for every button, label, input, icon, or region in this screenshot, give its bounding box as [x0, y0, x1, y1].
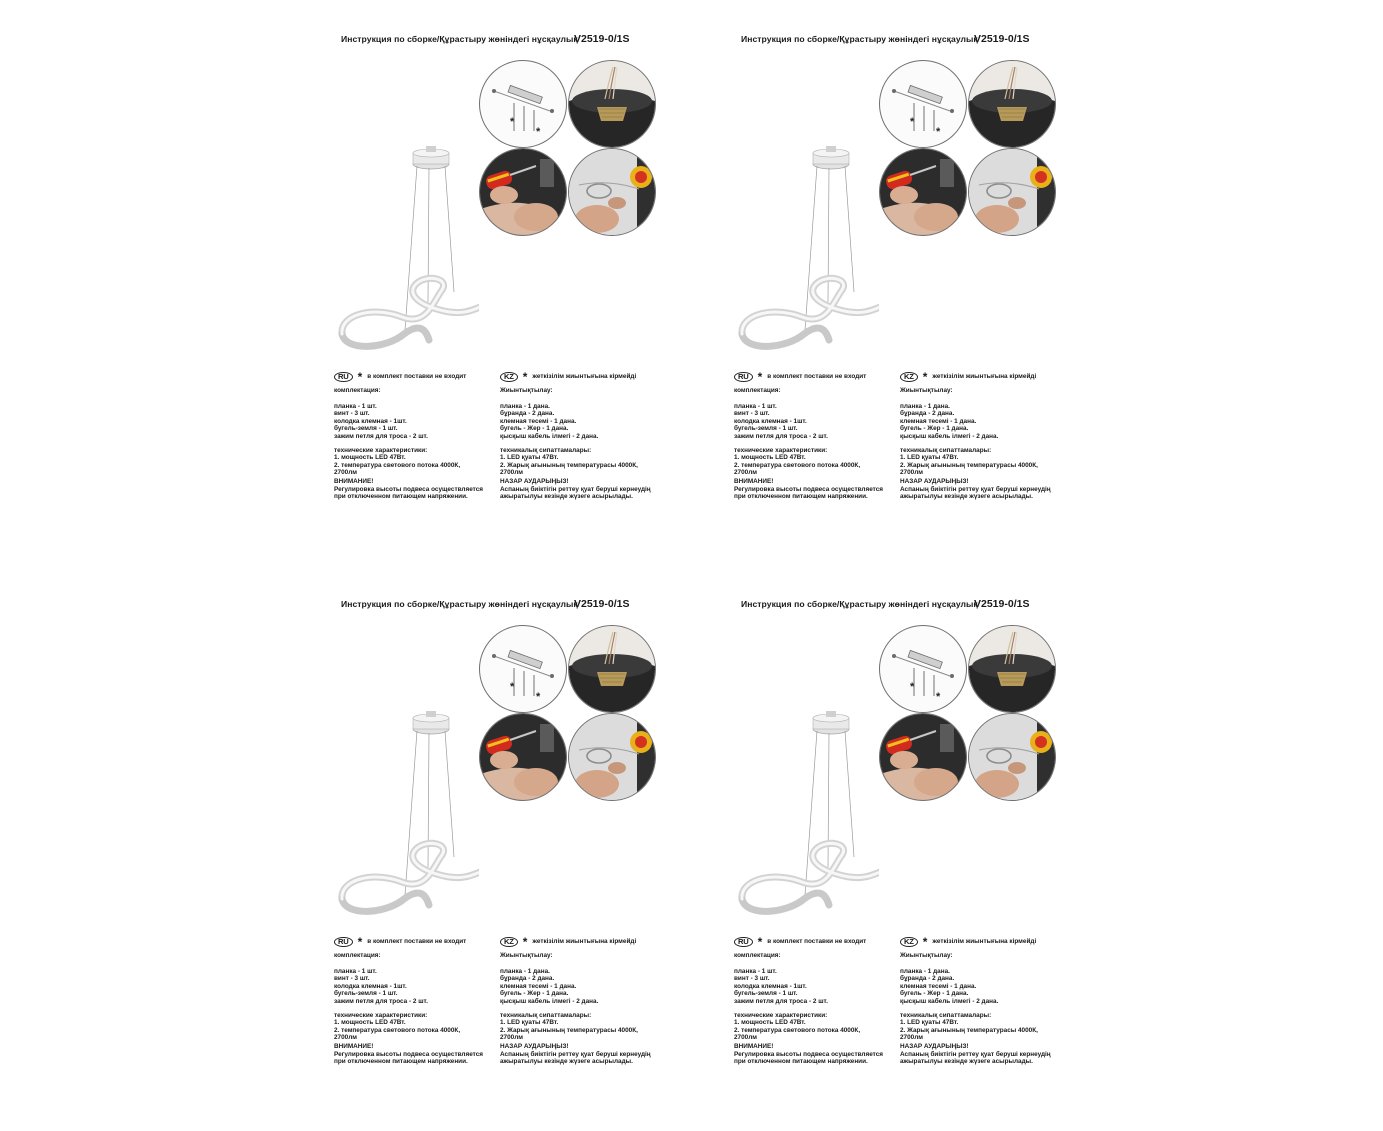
- ru-warning-heading: ВНИМАНИЕ!: [334, 477, 374, 485]
- ru-spec-heading: технические характеристики:: [334, 446, 428, 454]
- kz-column: [500, 371, 668, 501]
- list-item: 2. Жарық ағынының температурасы 4000К,: [900, 1026, 1038, 1034]
- list-item: қысқыш кабель ілмегі - 2 дана.: [900, 997, 999, 1005]
- model-code: V2519-0/1S: [974, 33, 1030, 45]
- list-item: 2. температура светового потока 4000К,: [334, 461, 461, 469]
- pendant-lamp-icon: [334, 34, 479, 364]
- warning-line: Регулировка высоты подвеса осуществляется: [734, 485, 884, 493]
- list-item: 2700лм: [334, 1034, 358, 1042]
- warning-line: Регулировка высоты подвеса осуществляется: [334, 485, 484, 493]
- instruction-sheet: [334, 599, 734, 1099]
- instruction-sheet: [734, 34, 1134, 534]
- list-item: планка - 1 дана.: [900, 967, 950, 975]
- asterisk-icon: *: [357, 370, 363, 384]
- ru-spec-list: [734, 1019, 902, 1042]
- list-item: бугель-земля - 1 шт.: [334, 990, 398, 998]
- kz-spec-heading: техникалық сипаттамалары:: [500, 1011, 592, 1019]
- list-item: планка - 1 шт.: [734, 402, 777, 410]
- ru-kit-list: [334, 968, 502, 1006]
- warning-line: ажыратылуы кезінде жүзеге асырылады.: [900, 493, 1033, 501]
- list-item: планка - 1 дана.: [500, 402, 550, 410]
- list-item: колодка клемная - 1шт.: [734, 982, 807, 990]
- kz-not-included-note: жеткізілім жиынтығына кірмейді: [532, 938, 637, 946]
- ru-spec-list: [334, 1019, 502, 1042]
- kz-spec-heading: техникалық сипаттамалары:: [900, 1011, 992, 1019]
- sheet-title: Инструкция по сборке/Құрастыру жөніндегі нұсқаулық: [341, 34, 578, 44]
- ru-spec-heading: технические характеристики:: [734, 1011, 828, 1019]
- ru-spec-heading: технические характеристики:: [334, 1011, 428, 1019]
- kz-kit-list: [500, 403, 668, 441]
- svg-text:*: *: [910, 116, 915, 128]
- list-item: 2. температура светового потока 4000К,: [334, 1026, 461, 1034]
- warning-line: ажыратылуы кезінде жүзеге асырылады.: [500, 493, 633, 501]
- mounting-bracket-icon: [879, 625, 967, 713]
- svg-text:*: *: [536, 126, 541, 138]
- kz-kit-list: [900, 968, 1068, 1006]
- svg-text:*: *: [910, 681, 915, 693]
- ru-warning-heading: ВНИМАНИЕ!: [734, 1042, 774, 1050]
- svg-text:*: *: [536, 691, 541, 703]
- list-item: 1. мощность LED 47Вт.: [734, 1019, 806, 1027]
- kz-warning-heading: НАЗАР АУДАРЫҢЫЗ!: [500, 477, 569, 485]
- list-item: 1. LED қуаты 47Вт.: [900, 454, 959, 462]
- list-item: 2700лм: [900, 1034, 924, 1042]
- ru-spec-list: [334, 454, 502, 477]
- list-item: планка - 1 дана.: [500, 967, 550, 975]
- list-item: винт - 3 шт.: [734, 410, 770, 418]
- ru-warning-text: [334, 486, 502, 501]
- svg-text:*: *: [936, 126, 941, 138]
- model-code: V2519-0/1S: [574, 598, 630, 610]
- asterisk-icon: *: [922, 935, 928, 949]
- ru-not-included-note: в комплект поставки не входит: [367, 938, 467, 946]
- list-item: 2. температура светового потока 4000К,: [734, 461, 861, 469]
- list-item: зажим петля для троса - 2 шт.: [334, 997, 428, 1005]
- list-item: 2. Жарық ағынының температурасы 4000К,: [500, 1026, 638, 1034]
- model-code: V2519-0/1S: [974, 598, 1030, 610]
- asterisk-icon: *: [522, 935, 528, 949]
- list-item: зажим петля для троса - 2 шт.: [734, 432, 828, 440]
- ru-kit-list: [734, 403, 902, 441]
- svg-text:*: *: [510, 116, 515, 128]
- list-item: 2700лм: [734, 1034, 758, 1042]
- warning-line: при отключенном питающем напряжении.: [334, 1058, 468, 1066]
- warning-line: при отключенном питающем напряжении.: [334, 493, 468, 501]
- instruction-sheet: [734, 599, 1134, 1099]
- list-item: винт - 3 шт.: [734, 975, 770, 983]
- kz-warning-text: [900, 486, 1068, 501]
- ru-kit-heading: комплектация:: [334, 387, 381, 394]
- sheet-title: Инструкция по сборке/Құрастыру жөніндегі нұсқаулық: [341, 599, 578, 609]
- list-item: клемная тесемі - 1 дана.: [900, 417, 977, 425]
- list-item: зажим петля для троса - 2 шт.: [734, 997, 828, 1005]
- list-item: 2700лм: [500, 469, 524, 477]
- screwdriver-icon: [479, 713, 567, 801]
- mounting-bracket-icon: [879, 60, 967, 148]
- ru-kit-list: [734, 968, 902, 1006]
- screwdriver-icon: [479, 148, 567, 236]
- asterisk-icon: *: [922, 370, 928, 384]
- kz-warning-text: [500, 1051, 668, 1066]
- kz-spec-list: [500, 454, 668, 477]
- wiring-canopy-icon: [968, 625, 1056, 713]
- ru-warning-text: [334, 1051, 502, 1066]
- list-item: клемная тесемі - 1 дана.: [500, 417, 577, 425]
- list-item: колодка клемная - 1шт.: [334, 417, 407, 425]
- wiring-canopy-icon: [968, 60, 1056, 148]
- list-item: 2. температура светового потока 4000К,: [734, 1026, 861, 1034]
- list-item: клемная тесемі - 1 дана.: [900, 982, 977, 990]
- list-item: 2. Жарық ағынының температурасы 4000К,: [900, 461, 1038, 469]
- ru-column: [734, 936, 902, 1066]
- warning-line: ажыратылуы кезінде жүзеге асырылады.: [500, 1058, 633, 1066]
- list-item: планка - 1 дана.: [900, 402, 950, 410]
- ru-kit-heading: комплектация:: [734, 952, 781, 959]
- list-item: 2700лм: [900, 469, 924, 477]
- kz-not-included-note: жеткізілім жиынтығына кірмейді: [932, 373, 1037, 381]
- ru-language-badge: RU: [334, 937, 353, 947]
- ru-spec-heading: технические характеристики:: [734, 446, 828, 454]
- kz-not-included-note: жеткізілім жиынтығына кірмейді: [532, 373, 637, 381]
- screwdriver-icon: [879, 713, 967, 801]
- list-item: қысқыш кабель ілмегі - 2 дана.: [500, 997, 599, 1005]
- list-item: бугель - Жер - 1 дана.: [900, 990, 969, 998]
- ru-column: [734, 371, 902, 501]
- warning-line: Аспаның биіктігін реттеу қуат беруші кернеудің: [500, 1050, 651, 1058]
- kz-kit-heading: Жиынтықтылау:: [500, 952, 553, 959]
- list-item: бұранда - 2 дана.: [900, 975, 955, 983]
- kz-warning-heading: НАЗАР АУДАРЫҢЫЗ!: [900, 477, 969, 485]
- list-item: 1. LED қуаты 47Вт.: [500, 454, 559, 462]
- warning-line: Регулировка высоты подвеса осуществляется: [734, 1050, 884, 1058]
- kz-spec-list: [900, 1019, 1068, 1042]
- list-item: винт - 3 шт.: [334, 410, 370, 418]
- warning-line: Регулировка высоты подвеса осуществляется: [334, 1050, 484, 1058]
- ru-language-badge: RU: [734, 937, 753, 947]
- ru-not-included-note: в комплект поставки не входит: [767, 373, 867, 381]
- list-item: бұранда - 2 дана.: [500, 410, 555, 418]
- pendant-lamp-icon: [734, 599, 879, 929]
- list-item: винт - 3 шт.: [334, 975, 370, 983]
- kz-spec-list: [500, 1019, 668, 1042]
- list-item: 1. мощность LED 47Вт.: [734, 454, 806, 462]
- list-item: планка - 1 шт.: [734, 967, 777, 975]
- list-item: 2. Жарық ағынының температурасы 4000К,: [500, 461, 638, 469]
- ru-kit-heading: комплектация:: [334, 952, 381, 959]
- ru-language-badge: RU: [334, 372, 353, 382]
- asterisk-icon: *: [357, 935, 363, 949]
- instruction-sheet: [334, 34, 734, 534]
- ru-kit-list: [334, 403, 502, 441]
- kz-warning-heading: НАЗАР АУДАРЫҢЫЗ!: [500, 1042, 569, 1050]
- kz-spec-heading: техникалық сипаттамалары:: [900, 446, 992, 454]
- sheet-title: Инструкция по сборке/Құрастыру жөніндегі нұсқаулық: [741, 599, 978, 609]
- list-item: бугель-земля - 1 шт.: [334, 425, 398, 433]
- asterisk-icon: *: [757, 935, 763, 949]
- cable-clip-icon: [968, 713, 1056, 801]
- list-item: 1. LED қуаты 47Вт.: [900, 1019, 959, 1027]
- kz-kit-heading: Жиынтықтылау:: [900, 387, 953, 394]
- ru-spec-list: [734, 454, 902, 477]
- list-item: бугель - Жер - 1 дана.: [900, 425, 969, 433]
- list-item: бұранда - 2 дана.: [900, 410, 955, 418]
- warning-line: Аспаның биіктігін реттеу қуат беруші кернеудің: [500, 485, 651, 493]
- list-item: 1. LED қуаты 47Вт.: [500, 1019, 559, 1027]
- kz-kit-list: [500, 968, 668, 1006]
- warning-line: ажыратылуы кезінде жүзеге асырылады.: [900, 1058, 1033, 1066]
- list-item: 1. мощность LED 47Вт.: [334, 454, 406, 462]
- sheet-title: Инструкция по сборке/Құрастыру жөніндегі нұсқаулық: [741, 34, 978, 44]
- wiring-canopy-icon: [568, 625, 656, 713]
- list-item: бугель-земля - 1 шт.: [734, 425, 798, 433]
- ru-warning-heading: ВНИМАНИЕ!: [734, 477, 774, 485]
- list-item: 2700лм: [734, 469, 758, 477]
- warning-line: Аспаның биіктігін реттеу қуат беруші кернеудің: [900, 1050, 1051, 1058]
- kz-warning-heading: НАЗАР АУДАРЫҢЫЗ!: [900, 1042, 969, 1050]
- cable-clip-icon: [968, 148, 1056, 236]
- list-item: бугель-земля - 1 шт.: [734, 990, 798, 998]
- screwdriver-icon: [879, 148, 967, 236]
- kz-language-badge: KZ: [900, 372, 918, 382]
- mounting-bracket-icon: [479, 625, 567, 713]
- list-item: қысқыш кабель ілмегі - 2 дана.: [500, 432, 599, 440]
- svg-text:*: *: [510, 681, 515, 693]
- cable-clip-icon: [568, 148, 656, 236]
- kz-kit-heading: Жиынтықтылау:: [500, 387, 553, 394]
- kz-not-included-note: жеткізілім жиынтығына кірмейді: [932, 938, 1037, 946]
- ru-warning-text: [734, 486, 902, 501]
- list-item: қысқыш кабель ілмегі - 2 дана.: [900, 432, 999, 440]
- ru-column: [334, 371, 502, 501]
- list-item: колодка клемная - 1шт.: [734, 417, 807, 425]
- warning-line: при отключенном питающем напряжении.: [734, 1058, 868, 1066]
- ru-column: [334, 936, 502, 1066]
- asterisk-icon: *: [757, 370, 763, 384]
- warning-line: при отключенном питающем напряжении.: [734, 493, 868, 501]
- kz-kit-list: [900, 403, 1068, 441]
- list-item: клемная тесемі - 1 дана.: [500, 982, 577, 990]
- warning-line: Аспаның биіктігін реттеу қуат беруші кернеудің: [900, 485, 1051, 493]
- ru-not-included-note: в комплект поставки не входит: [767, 938, 867, 946]
- wiring-canopy-icon: [568, 60, 656, 148]
- list-item: колодка клемная - 1шт.: [334, 982, 407, 990]
- kz-warning-text: [500, 486, 668, 501]
- list-item: бугель - Жер - 1 дана.: [500, 990, 569, 998]
- kz-column: [900, 936, 1068, 1066]
- list-item: 2700лм: [334, 469, 358, 477]
- kz-language-badge: KZ: [500, 937, 518, 947]
- ru-warning-heading: ВНИМАНИЕ!: [334, 1042, 374, 1050]
- list-item: планка - 1 шт.: [334, 967, 377, 975]
- kz-column: [500, 936, 668, 1066]
- kz-spec-heading: техникалық сипаттамалары:: [500, 446, 592, 454]
- kz-warning-text: [900, 1051, 1068, 1066]
- svg-text:*: *: [936, 691, 941, 703]
- cable-clip-icon: [568, 713, 656, 801]
- kz-kit-heading: Жиынтықтылау:: [900, 952, 953, 959]
- list-item: 2700лм: [500, 1034, 524, 1042]
- kz-spec-list: [900, 454, 1068, 477]
- list-item: бұранда - 2 дана.: [500, 975, 555, 983]
- ru-not-included-note: в комплект поставки не входит: [367, 373, 467, 381]
- list-item: планка - 1 шт.: [334, 402, 377, 410]
- pendant-lamp-icon: [334, 599, 479, 929]
- list-item: 1. мощность LED 47Вт.: [334, 1019, 406, 1027]
- model-code: V2519-0/1S: [574, 33, 630, 45]
- ru-kit-heading: комплектация:: [734, 387, 781, 394]
- kz-language-badge: KZ: [500, 372, 518, 382]
- list-item: бугель - Жер - 1 дана.: [500, 425, 569, 433]
- ru-language-badge: RU: [734, 372, 753, 382]
- kz-language-badge: KZ: [900, 937, 918, 947]
- list-item: зажим петля для троса - 2 шт.: [334, 432, 428, 440]
- ru-warning-text: [734, 1051, 902, 1066]
- mounting-bracket-icon: [479, 60, 567, 148]
- asterisk-icon: *: [522, 370, 528, 384]
- kz-column: [900, 371, 1068, 501]
- pendant-lamp-icon: [734, 34, 879, 364]
